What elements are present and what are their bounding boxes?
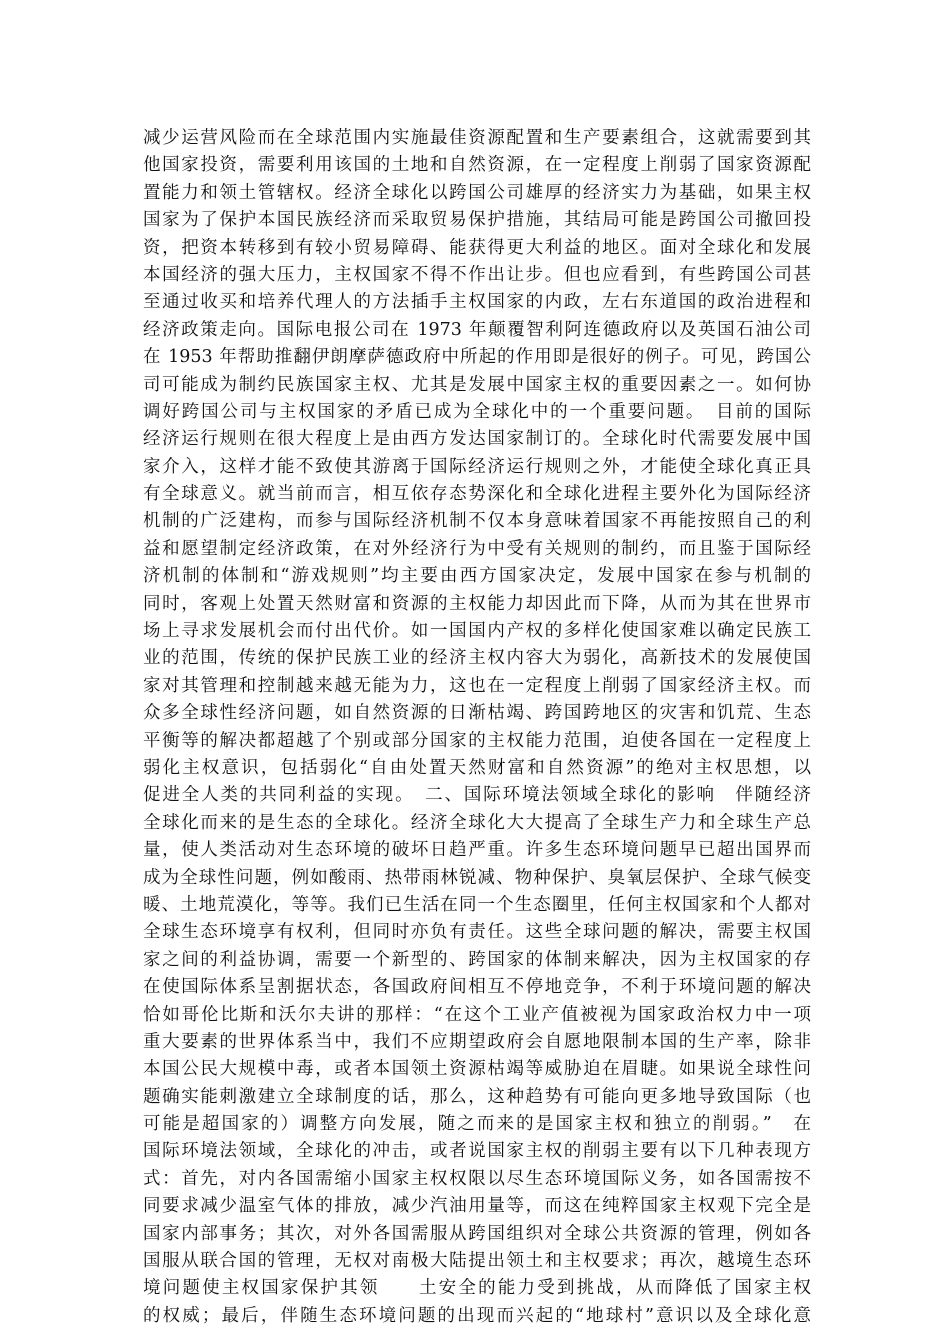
text-line: 式：首先，对内各国需缩小国家主权权限以尽生态环境国际义务，如各国需按不 [143, 1168, 811, 1189]
text-line: 济机制的体制和“游戏规则”均主要由西方国家决定，发展中国家在参与机制的 [143, 566, 811, 587]
text-line: 在 1953 年帮助推翻伊朗摩萨德政府中所起的作用即是很好的例子。可见，跨国公 [143, 347, 811, 368]
text-line: 同时，客观上处置天然财富和资源的主权能力却因此而下降，从而为其在世界市 [143, 593, 811, 614]
text-line: 司可能成为制约民族国家主权、尤其是发展中国家主权的重要因素之一。如何协 [143, 374, 811, 395]
text-line: 同要求减少温室气体的排放，减少汽油用量等，而这在纯粹国家主权观下完全是 [143, 1196, 811, 1217]
text-line: 益和愿望制定经济政策，在对外经济行为中受有关规则的制约，而且鉴于国际经 [143, 538, 811, 559]
text-line: 国家内部事务；其次，对外各国需服从跨国组织对全球公共资源的管理，例如各 [143, 1223, 811, 1244]
text-line: 本国公民大规模中毒，或者本国领土资源枯竭等威胁迫在眉睫。如果说全球性问 [143, 1059, 811, 1080]
text-line: 国际环境法领域，全球化的冲击，或者说国家主权的削弱主要有以下几种表现方 [143, 1141, 811, 1162]
text-line: 平衡等的解决都超越了个别或部分国家的主权能力范围，迫使各国在一定程度上 [143, 730, 811, 751]
text-line: 国服从联合国的管理，无权对南极大陆提出领土和主权要求；再次，越境生态环 [143, 1251, 811, 1272]
text-line: 弱化主权意识，包括弱化“自由处置天然财富和自然资源”的绝对主权思想，以 [143, 757, 811, 778]
text-line: 境问题使主权国家保护其领 土安全的能力受到挑战，从而降低了国家主权 [143, 1278, 811, 1299]
text-line: 成为全球性问题，例如酸雨、热带雨林锐减、物种保护、臭氧层保护、全球气候变 [143, 867, 811, 888]
text-line: 本国经济的强大压力，主权国家不得不作出让步。但也应看到，有些跨国公司甚 [143, 264, 811, 285]
text-line: 家介入，这样才能不致使其游离于国际经济运行规则之外，才能使全球化真正具 [143, 456, 811, 477]
text-line: 众多全球性经济问题，如自然资源的日渐枯竭、跨国跨地区的灾害和饥荒、生态 [143, 703, 811, 724]
text-line: 业的范围，传统的保护民族工业的经济主权内容大为弱化，高新技术的发展使国 [143, 648, 811, 669]
text-line: 题确实能刺激建立全球制度的话，那么，这种趋势有可能向更多地导致国际（也 [143, 1086, 811, 1107]
text-line: 暖、土地荒漠化，等等。我们已生活在同一个生态圈里，任何主权国家和个人都对 [143, 894, 811, 915]
body-text [143, 125, 811, 1330]
text-line: 家之间的利益协调，需要一个新型的、跨国家的体制来解决，因为主权国家的存 [143, 949, 811, 970]
text-line: 在使国际体系呈割据状态，各国政府间相互不停地竞争，不利于环境问题的解决 [143, 977, 811, 998]
text-line: 重大要素的世界体系当中，我们不应期望政府会自愿地限制本国的生产率，除非 [143, 1031, 811, 1052]
text-line: 可能是超国家的）调整方向发展，随之而来的是国家主权和独立的削弱。” 在 [143, 1114, 811, 1135]
text-line: 场上寻求发展机会而付出代价。如一国国内产权的多样化使国家难以确定民族工 [143, 621, 811, 642]
text-line: 的权威；最后，伴随生态环境问题的出现而兴起的“地球村”意识以及全球化意 [143, 1305, 811, 1326]
text-line: 促进全人类的共同利益的实现。 二、国际环境法领域全球化的影响 伴随经济 [143, 785, 811, 806]
text-line: 全球生态环境享有权利，但同时亦负有责任。这些全球问题的解决，需要主权国 [143, 922, 811, 943]
text-line: 置能力和领土管辖权。经济全球化以跨国公司雄厚的经济实力为基础，如果主权 [143, 182, 811, 203]
text-line: 至通过收买和培养代理人的方法插手主权国家的内政，左右东道国的政治进程和 [143, 292, 811, 313]
text-line: 经济运行规则在很大程度上是由西方发达国家制订的。全球化时代需要发展中国 [143, 429, 811, 450]
text-line: 机制的广泛建构，而参与国际经济机制不仅本身意味着国家不再能按照自己的利 [143, 511, 811, 532]
text-line: 有全球意义。就当前而言，相互依存态势深化和全球化进程主要外化为国际经济 [143, 484, 811, 505]
text-line: 减少运营风险而在全球范围内实施最佳资源配置和生产要素组合，这就需要到其 [143, 128, 811, 148]
text-line: 调好跨国公司与主权国家的矛盾已成为全球化中的一个重要问题。 目前的国际 [143, 401, 811, 422]
text-line: 国家为了保护本国民族经济而采取贸易保护措施，其结局可能是跨国公司撤回投 [143, 210, 811, 231]
text-line: 家对其管理和控制越来越无能为力，这也在一定程度上削弱了国家经济主权。而 [143, 675, 811, 696]
text-line: 全球化而来的是生态的全球化。经济全球化大大提高了全球生产力和全球生产总 [143, 812, 811, 833]
text-line: 量，使人类活动对生态环境的破坏日趋严重。许多生态环境问题早已超出国界而 [143, 840, 811, 861]
text-line: 资，把资本转移到有较小贸易障碍、能获得更大利益的地区。面对全球化和发展 [143, 237, 811, 258]
text-line: 经济政策走向。国际电报公司在 1973 年颠覆智利阿连德政府以及英国石油公司 [143, 319, 811, 340]
text-line: 他国家投资，需要利用该国的土地和自然资源，在一定程度上削弱了国家资源配 [143, 155, 811, 176]
text-line: 恰如哥伦比斯和沃尔夫讲的那样：“在这个工业产值被视为国家政治权力中一项 [143, 1004, 811, 1025]
